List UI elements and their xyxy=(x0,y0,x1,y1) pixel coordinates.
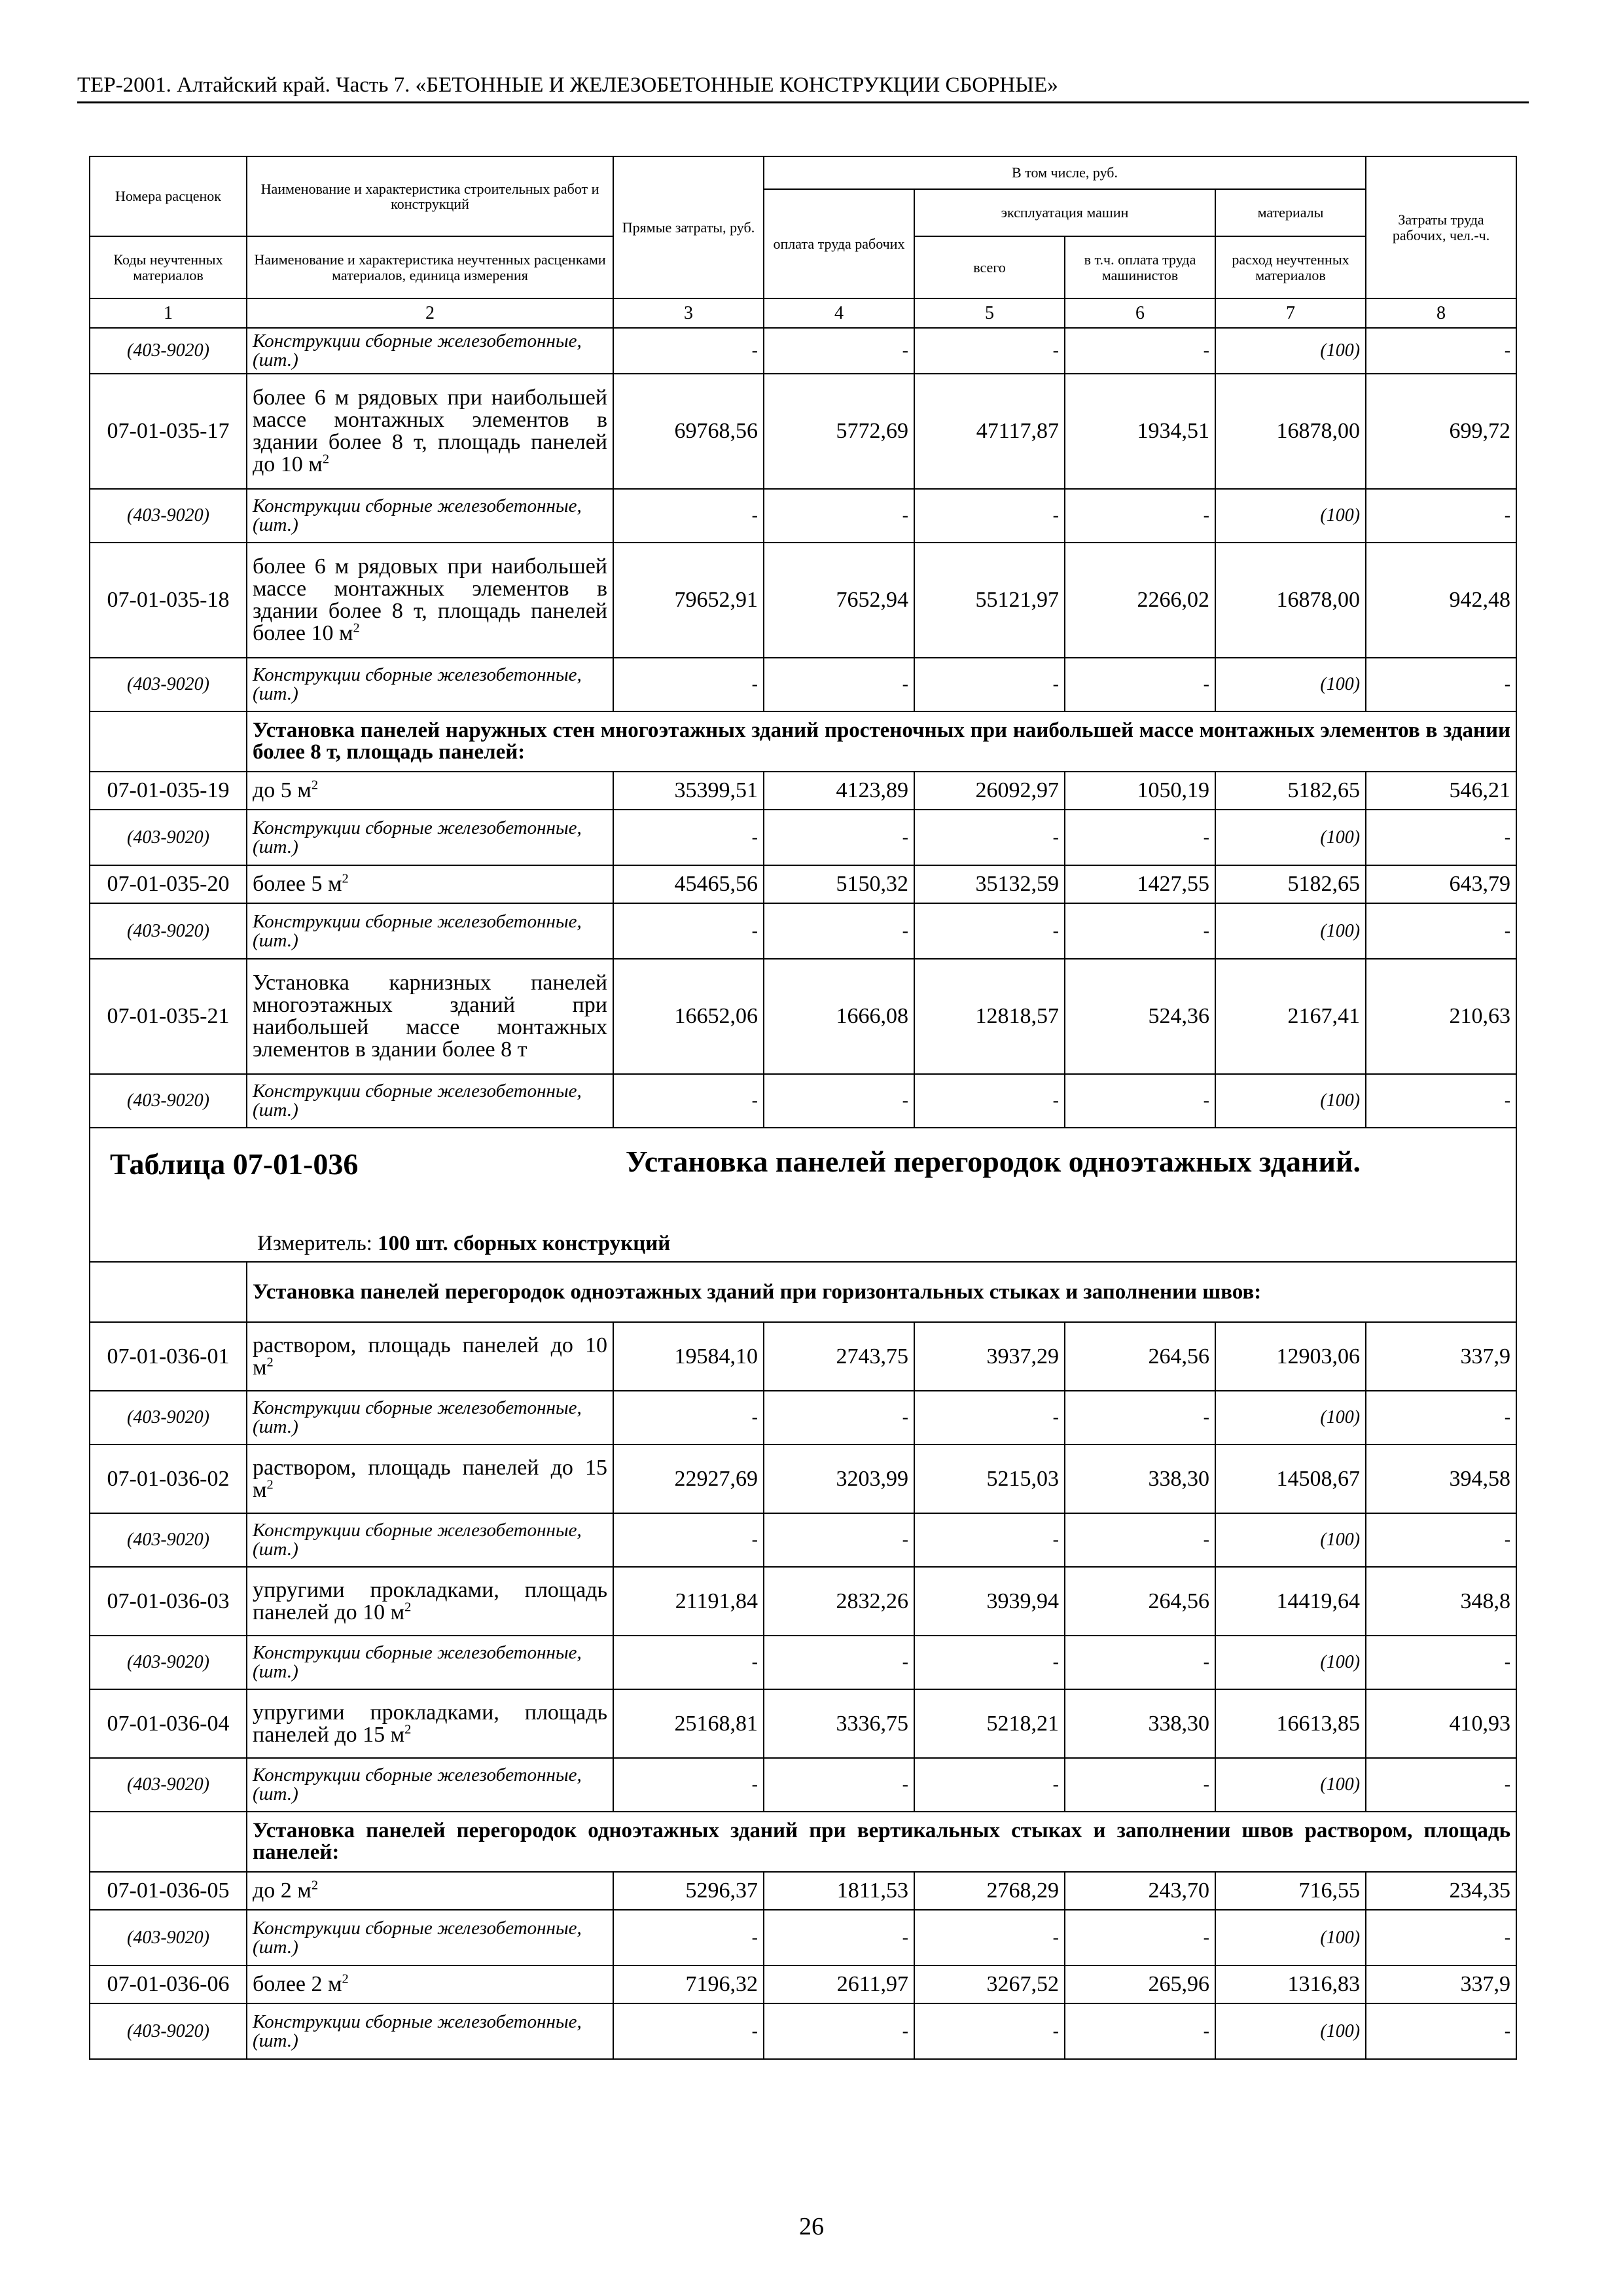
cell: 14508,67 xyxy=(1215,1444,1366,1513)
unit-exponent: 2 xyxy=(404,1600,412,1615)
cell: 2832,26 xyxy=(764,1567,914,1636)
material-code: (403-9020) xyxy=(90,328,247,374)
material-row xyxy=(90,489,1516,543)
rate-desc-text: до 5 м xyxy=(253,778,312,802)
cell: - xyxy=(613,658,764,711)
cell: - xyxy=(1366,1636,1516,1689)
cell: 524,36 xyxy=(1065,959,1215,1074)
unit-exponent: 2 xyxy=(266,1477,274,1492)
col-number: 1 xyxy=(90,298,247,328)
material-row xyxy=(90,1074,1516,1128)
cell: - xyxy=(613,1513,764,1567)
col-number: 2 xyxy=(247,298,613,328)
cell: 69768,56 xyxy=(613,374,764,489)
table-row xyxy=(90,1322,1516,1391)
cell: - xyxy=(1065,1636,1215,1689)
cell: (100) xyxy=(1215,658,1366,711)
rate-desc-text: более 6 м рядовых при наибольшей массе монтажных элементов в здании более 8 т, площадь панелей до 10 м xyxy=(253,386,607,476)
rate-desc-text: упругими прокладками, площадь панелей до 10 м xyxy=(253,1577,607,1624)
cell: 47117,87 xyxy=(914,374,1065,489)
cell: - xyxy=(914,903,1065,959)
cell: 3939,94 xyxy=(914,1567,1065,1636)
cell: - xyxy=(1366,1910,1516,1965)
cell: 942,48 xyxy=(1366,543,1516,658)
cell: 5772,69 xyxy=(764,374,914,489)
cell: - xyxy=(914,1910,1065,1965)
cell: - xyxy=(613,1910,764,1965)
cell: 35132,59 xyxy=(914,865,1065,903)
cell: 264,56 xyxy=(1065,1322,1215,1391)
cell: 35399,51 xyxy=(613,772,764,810)
material-code: (403-9020) xyxy=(90,658,247,711)
cell: (100) xyxy=(1215,2003,1366,2059)
cell: 16613,85 xyxy=(1215,1689,1366,1758)
material-row xyxy=(90,1910,1516,1965)
section-heading: Установка панелей перегородок одноэтажных зданий при горизонтальных стыках и заполнении швов: xyxy=(247,1262,1516,1322)
cell: 2611,97 xyxy=(764,1965,914,2003)
material-desc: Конструкции сборные железобетонные, (шт.) xyxy=(247,658,613,711)
section-heading: Установка панелей перегородок одноэтажных зданий при вертикальных стыках и заполнении швов раствором, площадь панелей: xyxy=(247,1812,1516,1872)
material-desc: Конструкции сборные железобетонные, (шт.) xyxy=(247,1513,613,1567)
cell: 699,72 xyxy=(1366,374,1516,489)
rate-code: 07-01-036-05 xyxy=(90,1872,247,1910)
cell: 394,58 xyxy=(1366,1444,1516,1513)
material-desc: Конструкции сборные железобетонные, (шт.) xyxy=(247,1910,613,1965)
col1a-header: Номера расценок xyxy=(90,156,247,236)
cell: 1666,08 xyxy=(764,959,914,1074)
table-row xyxy=(90,1872,1516,1910)
cell: 5218,21 xyxy=(914,1689,1065,1758)
cell: 546,21 xyxy=(1366,772,1516,810)
cell: 337,9 xyxy=(1366,1965,1516,2003)
material-code: (403-9020) xyxy=(90,903,247,959)
table-header xyxy=(90,156,1516,328)
cell: 410,93 xyxy=(1366,1689,1516,1758)
cell: - xyxy=(613,1636,764,1689)
material-desc: Конструкции сборные железобетонные, (шт.) xyxy=(247,489,613,543)
rate-code: 07-01-035-17 xyxy=(90,374,247,489)
table-row xyxy=(90,1567,1516,1636)
cell: (100) xyxy=(1215,1391,1366,1444)
rate-desc-text: более 6 м рядовых при наибольшей массе монтажных элементов в здании более 8 т, площадь панелей более 10 м xyxy=(253,554,607,645)
unit-label: Измеритель: xyxy=(257,1232,372,1255)
cell: 338,30 xyxy=(1065,1689,1215,1758)
section-row xyxy=(90,1812,1516,1872)
rate-code: 07-01-036-01 xyxy=(90,1322,247,1391)
cell: - xyxy=(764,1636,914,1689)
cell: - xyxy=(1366,658,1516,711)
rate-desc xyxy=(247,1567,613,1636)
cell: 5215,03 xyxy=(914,1444,1065,1513)
material-code: (403-9020) xyxy=(90,1074,247,1128)
rate-desc xyxy=(247,1689,613,1758)
cell: - xyxy=(1366,2003,1516,2059)
cell: 348,8 xyxy=(1366,1567,1516,1636)
unit-value: 100 шт. сборных конструкций xyxy=(378,1232,671,1255)
cell: (100) xyxy=(1215,328,1366,374)
cell: 1316,83 xyxy=(1215,1965,1366,2003)
cell: 337,9 xyxy=(1366,1322,1516,1391)
col-number: 7 xyxy=(1215,298,1366,328)
cell: 2167,41 xyxy=(1215,959,1366,1074)
rate-desc: Установка карнизных панелей многоэтажных зданий при наибольшей массе монтажных элементов в здании более 8 т xyxy=(247,959,613,1074)
cell: - xyxy=(1065,658,1215,711)
material-desc: Конструкции сборные железобетонные, (шт.) xyxy=(247,1758,613,1812)
empty-cell xyxy=(90,1262,247,1322)
cell: - xyxy=(613,1074,764,1128)
materials-header: материалы xyxy=(1215,189,1366,236)
col6-header: в т.ч. оплата труда машинистов xyxy=(1065,236,1215,298)
cell: 5182,65 xyxy=(1215,772,1366,810)
cell: - xyxy=(1366,1758,1516,1812)
cell: - xyxy=(914,810,1065,865)
rate-desc-text: раствором, площадь панелей до 10 м xyxy=(253,1333,607,1380)
rate-desc xyxy=(247,374,613,489)
cell: 3203,99 xyxy=(764,1444,914,1513)
cell: 7652,94 xyxy=(764,543,914,658)
rate-desc xyxy=(247,543,613,658)
table-row xyxy=(90,772,1516,810)
col2a-header: Наименование и характеристика строительных работ и конструкций xyxy=(247,156,613,236)
cell: - xyxy=(914,658,1065,711)
table-row xyxy=(90,1444,1516,1513)
cell: - xyxy=(914,328,1065,374)
table-title: Установка панелей перегородок одноэтажных зданий. xyxy=(626,1145,1361,1178)
cell: 338,30 xyxy=(1065,1444,1215,1513)
cell: 264,56 xyxy=(1065,1567,1215,1636)
table-label: Таблица 07-01-036 xyxy=(110,1147,359,1181)
table-title-cell xyxy=(90,1128,1516,1262)
table-row xyxy=(90,865,1516,903)
col-number: 6 xyxy=(1065,298,1215,328)
cell: - xyxy=(613,2003,764,2059)
cell: 12903,06 xyxy=(1215,1322,1366,1391)
rate-desc-text: упругими прокладками, площадь панелей до 15 м xyxy=(253,1700,607,1747)
material-desc: Конструкции сборные железобетонные, (шт.) xyxy=(247,1636,613,1689)
cell: 265,96 xyxy=(1065,1965,1215,2003)
cell: - xyxy=(1065,489,1215,543)
cell: - xyxy=(764,1758,914,1812)
material-code: (403-9020) xyxy=(90,489,247,543)
cell: - xyxy=(914,1391,1065,1444)
cell: 1050,19 xyxy=(1065,772,1215,810)
rate-code: 07-01-035-18 xyxy=(90,543,247,658)
section-row xyxy=(90,711,1516,772)
table-title-row xyxy=(90,1128,1516,1262)
unit-exponent: 2 xyxy=(311,778,319,793)
material-row xyxy=(90,810,1516,865)
rate-code: 07-01-035-21 xyxy=(90,959,247,1074)
cell: 210,63 xyxy=(1366,959,1516,1074)
cell: - xyxy=(914,1513,1065,1567)
cell: 14419,64 xyxy=(1215,1567,1366,1636)
cell: 26092,97 xyxy=(914,772,1065,810)
cell: - xyxy=(613,1758,764,1812)
empty-cell xyxy=(90,1812,247,1872)
col-number: 3 xyxy=(613,298,764,328)
cell: - xyxy=(1065,1758,1215,1812)
material-code: (403-9020) xyxy=(90,1910,247,1965)
cell: 45465,56 xyxy=(613,865,764,903)
unit-exponent: 2 xyxy=(342,871,349,886)
rate-desc xyxy=(247,772,613,810)
cell: - xyxy=(764,328,914,374)
cell: 7196,32 xyxy=(613,1965,764,2003)
material-row xyxy=(90,1513,1516,1567)
material-desc: Конструкции сборные железобетонные, (шт.) xyxy=(247,328,613,374)
cell: 2768,29 xyxy=(914,1872,1065,1910)
cell: 3267,52 xyxy=(914,1965,1065,2003)
material-desc: Конструкции сборные железобетонные, (шт.) xyxy=(247,1074,613,1128)
cell: (100) xyxy=(1215,1074,1366,1128)
material-row xyxy=(90,658,1516,711)
cell: 1427,55 xyxy=(1065,865,1215,903)
cell: - xyxy=(1065,328,1215,374)
cell: - xyxy=(1366,328,1516,374)
material-row xyxy=(90,328,1516,374)
cell: - xyxy=(914,1636,1065,1689)
material-row xyxy=(90,2003,1516,2059)
cell: 234,35 xyxy=(1366,1872,1516,1910)
empty-cell xyxy=(90,711,247,772)
unit-exponent: 2 xyxy=(404,1722,412,1737)
cell: - xyxy=(1065,810,1215,865)
cell: 5182,65 xyxy=(1215,865,1366,903)
cell: (100) xyxy=(1215,1513,1366,1567)
estimate-table xyxy=(89,156,1517,2060)
rate-desc xyxy=(247,1965,613,2003)
cell: - xyxy=(1065,1074,1215,1128)
cell: 22927,69 xyxy=(613,1444,764,1513)
table-body xyxy=(90,328,1516,2059)
cell: - xyxy=(1065,2003,1215,2059)
rate-desc xyxy=(247,1872,613,1910)
cell: 1934,51 xyxy=(1065,374,1215,489)
page-header: ТЕР-2001. Алтайский край. Часть 7. «БЕТОННЫЕ И ЖЕЛЕЗОБЕТОННЫЕ КОНСТРУКЦИИ СБОРНЫЕ» xyxy=(77,73,1529,103)
rate-desc xyxy=(247,1322,613,1391)
rate-desc-text: до 2 м xyxy=(253,1878,312,1903)
cell: - xyxy=(1065,1910,1215,1965)
cell: (100) xyxy=(1215,1636,1366,1689)
rate-desc-text: раствором, площадь панелей до 15 м xyxy=(253,1455,607,1502)
cell: - xyxy=(914,489,1065,543)
cell: - xyxy=(1366,1513,1516,1567)
table-row xyxy=(90,543,1516,658)
cell: 5150,32 xyxy=(764,865,914,903)
rate-desc xyxy=(247,865,613,903)
cell: (100) xyxy=(1215,903,1366,959)
cell: - xyxy=(764,903,914,959)
rate-code: 07-01-036-06 xyxy=(90,1965,247,2003)
cell: 5296,37 xyxy=(613,1872,764,1910)
col8-header: Затраты труда рабочих, чел.-ч. xyxy=(1366,156,1516,298)
cell: 243,70 xyxy=(1065,1872,1215,1910)
cell: - xyxy=(1065,1513,1215,1567)
cell: - xyxy=(764,1910,914,1965)
section-heading: Установка панелей наружных стен многоэтажных зданий простеночных при наибольшей массе монтажных элементов в здании более 8 т, площадь панелей: xyxy=(247,711,1516,772)
material-desc: Конструкции сборные железобетонные, (шт.) xyxy=(247,1391,613,1444)
material-code: (403-9020) xyxy=(90,2003,247,2059)
page-number: 26 xyxy=(799,2213,824,2240)
cell: 25168,81 xyxy=(613,1689,764,1758)
material-code: (403-9020) xyxy=(90,1513,247,1567)
col-number: 8 xyxy=(1366,298,1516,328)
cell: - xyxy=(1065,1391,1215,1444)
rate-code: 07-01-036-03 xyxy=(90,1567,247,1636)
incl-header: В том числе, руб. xyxy=(764,156,1366,189)
cell: (100) xyxy=(1215,810,1366,865)
cell: - xyxy=(1366,489,1516,543)
unit-exponent: 2 xyxy=(311,1878,319,1893)
cell: - xyxy=(613,1391,764,1444)
section-row xyxy=(90,1262,1516,1322)
material-row xyxy=(90,1391,1516,1444)
table-row xyxy=(90,1689,1516,1758)
cell: - xyxy=(764,1513,914,1567)
cell: (100) xyxy=(1215,489,1366,543)
cell: 16878,00 xyxy=(1215,543,1366,658)
cell: 16878,00 xyxy=(1215,374,1366,489)
table-row xyxy=(90,374,1516,489)
col-number: 5 xyxy=(914,298,1065,328)
cell: - xyxy=(764,1074,914,1128)
material-code: (403-9020) xyxy=(90,1391,247,1444)
cell: 3336,75 xyxy=(764,1689,914,1758)
cell: - xyxy=(613,328,764,374)
material-desc: Конструкции сборные железобетонные, (шт.) xyxy=(247,810,613,865)
col2b-header: Наименование и характеристика неучтенных расценками материалов, единица измерения xyxy=(247,236,613,298)
cell: - xyxy=(1366,903,1516,959)
table-row xyxy=(90,1965,1516,2003)
cell: 4123,89 xyxy=(764,772,914,810)
cell: 716,55 xyxy=(1215,1872,1366,1910)
cell: - xyxy=(914,1758,1065,1812)
machines-header: эксплуатация машин xyxy=(914,189,1215,236)
cell: - xyxy=(914,2003,1065,2059)
cell: 2266,02 xyxy=(1065,543,1215,658)
col3-header: Прямые затраты, руб. xyxy=(613,156,764,298)
material-code: (403-9020) xyxy=(90,810,247,865)
cell: 3937,29 xyxy=(914,1322,1065,1391)
material-desc: Конструкции сборные железобетонные, (шт.) xyxy=(247,2003,613,2059)
material-code: (403-9020) xyxy=(90,1636,247,1689)
col-number: 4 xyxy=(764,298,914,328)
cell: 1811,53 xyxy=(764,1872,914,1910)
cell: - xyxy=(764,2003,914,2059)
unit-exponent: 2 xyxy=(342,1971,349,1986)
cell: - xyxy=(1065,903,1215,959)
cell: - xyxy=(764,1391,914,1444)
table-row xyxy=(90,959,1516,1074)
col1b-header: Коды неучтенных материалов xyxy=(90,236,247,298)
cell: 16652,06 xyxy=(613,959,764,1074)
unit-line xyxy=(257,1232,670,1256)
cell: - xyxy=(764,810,914,865)
material-desc: Конструкции сборные железобетонные, (шт.) xyxy=(247,903,613,959)
rate-desc-text: более 5 м xyxy=(253,872,342,896)
unit-exponent: 2 xyxy=(353,620,360,636)
cell: 21191,84 xyxy=(613,1567,764,1636)
unit-exponent: 2 xyxy=(322,452,330,467)
col7-header: расход неучтенных материалов xyxy=(1215,236,1366,298)
cell: - xyxy=(613,810,764,865)
cell: - xyxy=(613,903,764,959)
material-row xyxy=(90,903,1516,959)
rate-desc-text: более 2 м xyxy=(253,1972,342,1996)
cell: - xyxy=(764,489,914,543)
cell: (100) xyxy=(1215,1758,1366,1812)
col5-header: всего xyxy=(914,236,1065,298)
cell: 79652,91 xyxy=(613,543,764,658)
cell: 19584,10 xyxy=(613,1322,764,1391)
cell: - xyxy=(1366,810,1516,865)
cell: (100) xyxy=(1215,1910,1366,1965)
rate-code: 07-01-036-04 xyxy=(90,1689,247,1758)
cell: 643,79 xyxy=(1366,865,1516,903)
rate-code: 07-01-035-19 xyxy=(90,772,247,810)
material-row xyxy=(90,1758,1516,1812)
cell: - xyxy=(613,489,764,543)
cell: - xyxy=(1366,1391,1516,1444)
rate-code: 07-01-036-02 xyxy=(90,1444,247,1513)
cell: 12818,57 xyxy=(914,959,1065,1074)
rate-desc xyxy=(247,1444,613,1513)
cell: 2743,75 xyxy=(764,1322,914,1391)
cell: - xyxy=(764,658,914,711)
cell: - xyxy=(1366,1074,1516,1128)
material-code: (403-9020) xyxy=(90,1758,247,1812)
rate-code: 07-01-035-20 xyxy=(90,865,247,903)
unit-exponent: 2 xyxy=(266,1355,274,1370)
cell: 55121,97 xyxy=(914,543,1065,658)
cell: - xyxy=(914,1074,1065,1128)
col4-header: оплата труда рабочих xyxy=(764,189,914,298)
material-row xyxy=(90,1636,1516,1689)
